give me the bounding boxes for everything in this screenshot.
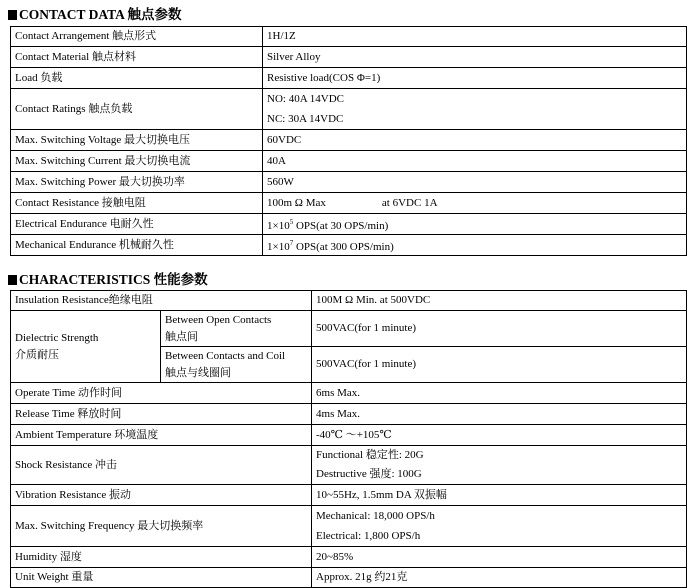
resistance-value: 100m Ω Max xyxy=(267,196,326,209)
row-label: Unit Weight 重量 xyxy=(11,568,312,588)
row-value: Resistive load(COS Φ=1) xyxy=(263,68,687,89)
table-row xyxy=(11,547,687,568)
row-label: Max. Switching Frequency 最大切换频率 xyxy=(11,506,312,547)
table-row xyxy=(11,214,687,235)
table-row xyxy=(11,172,687,193)
row-label: Release Time 释放时间 xyxy=(11,404,312,425)
row-label: Operate Time 动作时间 xyxy=(11,383,312,404)
square-bullet-icon xyxy=(8,10,17,20)
table-row xyxy=(11,89,687,130)
table-row xyxy=(11,568,687,588)
contact-data-table xyxy=(10,26,687,256)
row-value: Mechanical: 18,000 OPS/h Electrical: 1,800 OPS/h xyxy=(312,506,687,547)
row-value: $1\times 10^5$ OPS(at 30 OPS/min) xyxy=(263,214,687,235)
row-label: Vibration Resistance 振动 xyxy=(11,485,312,506)
resistance-condition: at 6VDC 1A xyxy=(381,196,438,209)
dielectric-sub-label: Between Contacts and Coil 触点与线圈间 xyxy=(161,347,312,383)
row-label: Max. Switching Voltage 最大切换电压 xyxy=(11,130,263,151)
row-label: Mechanical Endurance 机械耐久性 xyxy=(11,235,263,256)
table-row xyxy=(11,47,687,68)
row-label: Load 负载 xyxy=(11,68,263,89)
table-row xyxy=(11,151,687,172)
rating-nc: NC: 30A 14VDC xyxy=(267,113,344,125)
table-row xyxy=(11,446,687,485)
exponent: 7 xyxy=(289,238,294,247)
row-value: 1H/1Z xyxy=(263,27,687,47)
row-label: Shock Resistance 冲击 xyxy=(11,446,312,485)
table-row xyxy=(11,193,687,214)
table-row xyxy=(11,311,687,347)
row-value xyxy=(263,193,687,214)
row-label: Contact Resistance 接触电阻 xyxy=(11,193,263,214)
table-row xyxy=(11,291,687,311)
table-row xyxy=(11,425,687,446)
dielectric-label: Dielectric Strength 介质耐压 xyxy=(11,311,161,383)
row-label: Humidity 湿度 xyxy=(11,547,312,568)
row-value: 4ms Max. xyxy=(312,404,687,425)
table-row xyxy=(11,506,687,547)
row-label: Contact Ratings 触点负载 xyxy=(11,89,263,130)
table-row xyxy=(11,130,687,151)
row-value: 20~85% xyxy=(312,547,687,568)
row-value: -40℃ ～+105℃ xyxy=(312,425,687,446)
row-label: Electrical Endurance 电耐久性 xyxy=(11,214,263,235)
table-row xyxy=(11,235,687,256)
contact-data-title: CONTACT DATA 触点参数 xyxy=(8,7,182,23)
row-label: Contact Material 触点材料 xyxy=(11,47,263,68)
row-value: 100M Ω Min. at 500VDC xyxy=(312,291,687,311)
exponent: 5 xyxy=(289,217,294,226)
row-label: Max. Switching Power 最大切换功率 xyxy=(11,172,263,193)
row-value: 60VDC xyxy=(263,130,687,151)
characteristics-table xyxy=(10,290,687,588)
table-row xyxy=(11,383,687,404)
row-value: $1\times 10^7$ OPS(at 300 OPS/min) xyxy=(263,235,687,256)
table-row xyxy=(11,27,687,47)
row-value: Approx. 21g 约21克 xyxy=(312,568,687,588)
table-row xyxy=(11,68,687,89)
table-row xyxy=(11,404,687,425)
row-value: Functional 稳定性: 20G Destructive 强度: 100G xyxy=(312,446,687,485)
row-value: 6ms Max. xyxy=(312,383,687,404)
row-value: 500VAC(for 1 minute) xyxy=(312,311,687,347)
row-label: Contact Arrangement 触点形式 xyxy=(11,27,263,47)
row-label: Max. Switching Current 最大切换电流 xyxy=(11,151,263,172)
characteristics-title: CHARACTERISTICS 性能参数 xyxy=(8,272,208,288)
square-bullet-icon xyxy=(8,275,17,285)
row-label: Insulation Resistance绝缘电阻 xyxy=(11,291,312,311)
table-row xyxy=(11,485,687,506)
row-value: 40A xyxy=(263,151,687,172)
rating-no: NO: 40A 14VDC xyxy=(267,93,345,105)
row-value xyxy=(263,89,687,130)
row-value: 560W xyxy=(263,172,687,193)
row-value: 10~55Hz, 1.5mm DA 双振幅 xyxy=(312,485,687,506)
dielectric-sub-label: Between Open Contacts 触点间 xyxy=(161,311,312,347)
row-value: 500VAC(for 1 minute) xyxy=(312,347,687,383)
row-value: Silver Alloy xyxy=(263,47,687,68)
row-label: Ambient Temperature 环境温度 xyxy=(11,425,312,446)
